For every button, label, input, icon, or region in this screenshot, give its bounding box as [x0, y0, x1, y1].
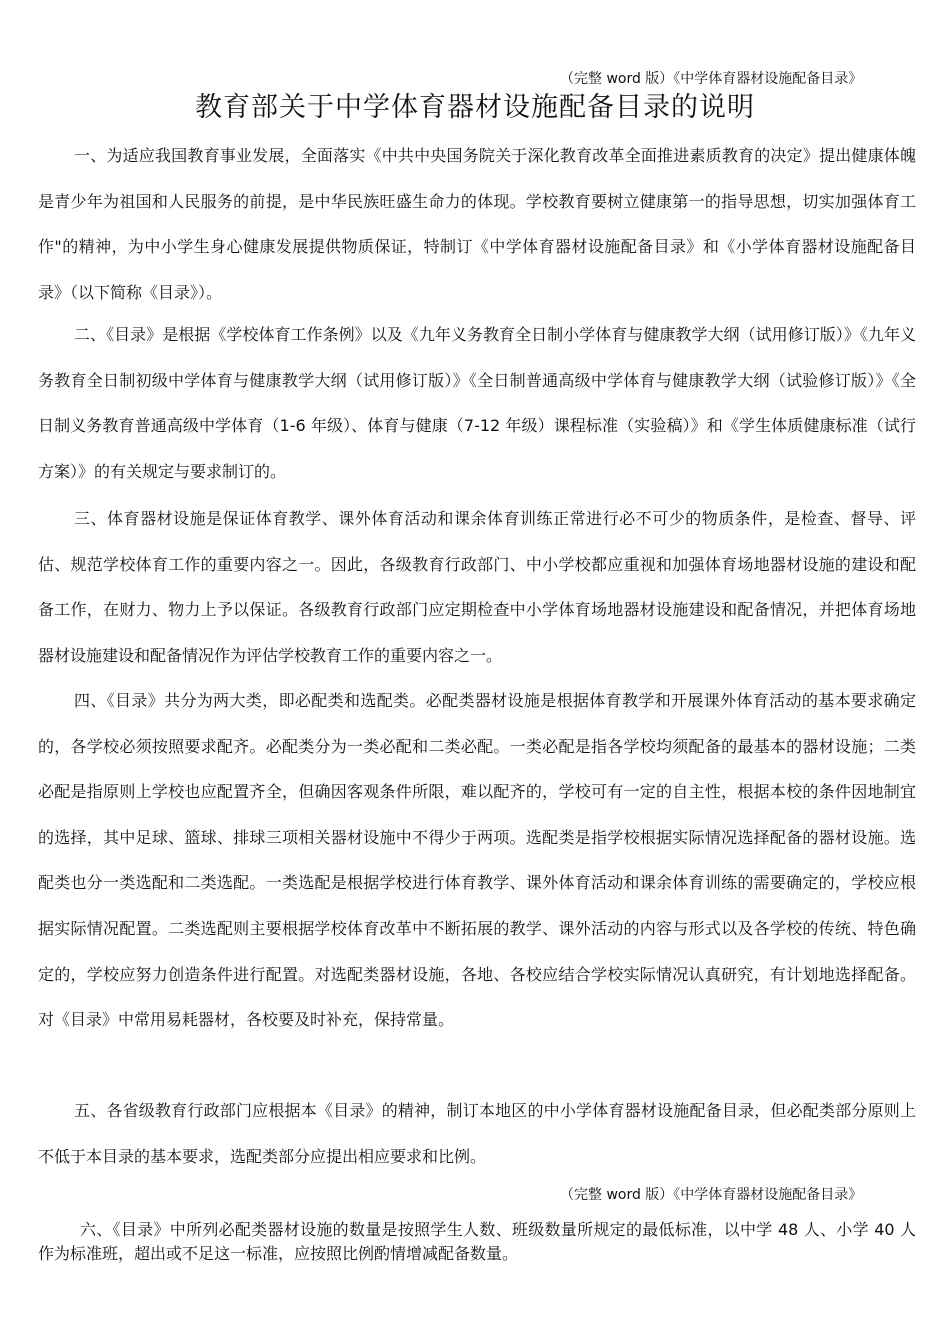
paragraph-1: 一、为适应我国教育事业发展，全面落实《中共中央国务院关于深化教育改革全面推进素质教育的决定》提出健康体魄是青少年为祖国和人民服务的前提，是中华民族旺盛生命力的体现。学校教育要树立健康第一的指导思想，切实加强体育工作"的精神，为中小学生身心健康发展提供物质保证，特制订《中学体育器材设施配备目录》和《小学体育器材设施配备目录》（以下简称《目录》）。 [38, 146, 916, 302]
header-note-repeat: （完整 word 版）《中学体育器材设施配备目录》 [560, 1187, 863, 1203]
paragraph-2: 二、《目录》是根据《学校体育工作条例》以及《九年义务教育全日制小学体育与健康教学大纲（试用修订版）》《九年义务教育全日制初级中学体育与健康教学大纲（试用修订版）》《全日制普通高级中学体育与健康教学大纲（试验修订版）》《全日制义务教育普通高级中学体育（1-6 年级）、体育与健康（7-12 年级）课程标准（实验稿）》和《学生体质健康标准（试行方案）》的有关规定与要求制订的。 [38, 325, 916, 481]
page-title: 教育部关于中学体育器材设施配备目录的说明 [195, 92, 755, 123]
paragraph-4: 四、《目录》共分为两大类，即必配类和选配类。必配类器材设施是根据体育教学和开展课外体育活动的基本要求确定的，各学校必须按照要求配齐。必配类分为一类必配和二类必配。一类必配是指各学校均须配备的最基本的器材设施；二类必配是指原则上学校也应配置齐全，但确因客观条件所限，难以配齐的，学校可有一定的自主性，根据本校的条件因地制宜的选择，其中足球、篮球、排球三项相关器材设施中不得少于两项。选配类是指学校根据实际情况选择配备的器材设施。选配类也分一类选配和二类选配。一类选配是根据学校进行体育教学、课外体育活动和课余体育训练的需要确定的，学校应根据实际情况配置。二类选配则主要根据学校体育改革中不断拓展的教学、课外活动的内容与形式以及各学校的传统、特色确定的，学校应努力创造条件进行配置。对选配类器材设施，各地、各校应结合学校实际情况认真研究，有计划地选择配备。对《目录》中常用易耗器材，各校要及时补充，保持常量。 [38, 691, 916, 1030]
paragraph-3: 三、体育器材设施是保证体育教学、课外体育活动和课余体育训练正常进行必不可少的物质条件，是检查、督导、评估、规范学校体育工作的重要内容之一。因此，各级教育行政部门、中小学校都应重视和加强体育场地器材设施的建设和配备工作，在财力、物力上予以保证。各级教育行政部门应定期检查中小学体育场地器材设施建设和配备情况，并把体育场地器材设施建设和配备情况作为评估学校教育工作的重要内容之一。 [38, 509, 916, 665]
paragraph-5: 五、各省级教育行政部门应根据本《目录》的精神，制订本地区的中小学体育器材设施配备目录，但必配类部分原则上不低于本目录的基本要求，选配类部分应提出相应要求和比例。 [38, 1101, 916, 1166]
paragraph-6: 六、《目录》中所列必配类器材设施的数量是按照学生人数、班级数量所规定的最低标准，以中学 48 人、小学 40 人作为标准班，超出或不足这一标准，应按照比例酌情增减配备数量。 [38, 1220, 916, 1263]
header-note: （完整 word 版）《中学体育器材设施配备目录》 [560, 71, 863, 87]
